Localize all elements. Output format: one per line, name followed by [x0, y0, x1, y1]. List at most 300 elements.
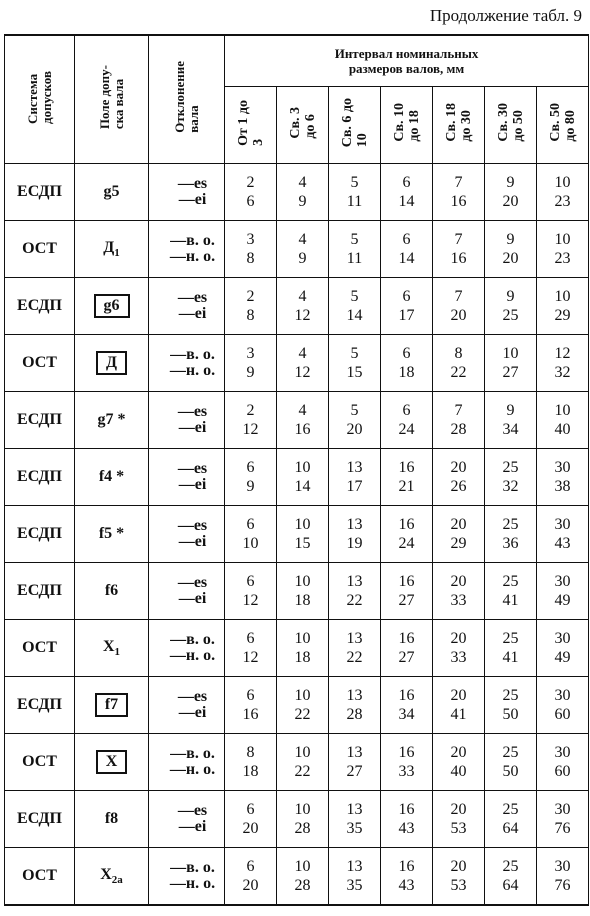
value-cell	[433, 392, 485, 449]
value-cell	[225, 677, 277, 734]
deviation-lower: —н. о.	[169, 647, 216, 664]
lower-value: 33	[450, 649, 467, 666]
deviation-upper: —es	[177, 688, 208, 705]
upper-value: 25	[502, 573, 519, 590]
header-range-label: Св. 6 до 10	[339, 97, 370, 148]
header-range-label: Св. 10 до 18	[391, 103, 422, 142]
field-cell	[75, 791, 149, 848]
lower-value: 20	[242, 877, 259, 894]
header-range-4	[433, 87, 485, 164]
value-cell	[537, 449, 589, 506]
deviation-upper: —es	[177, 802, 208, 819]
lower-value: 14	[294, 478, 311, 495]
value-cell	[277, 278, 329, 335]
upper-value: 4	[298, 345, 307, 362]
system-cell: ЕСДП	[5, 449, 75, 506]
lower-value: 9	[246, 364, 255, 381]
lower-value: 12	[242, 421, 259, 438]
lower-value: 60	[554, 763, 571, 780]
value-cell	[433, 677, 485, 734]
lower-value: 20	[502, 193, 519, 210]
lower-value: 20	[242, 820, 259, 837]
value-cell	[225, 335, 277, 392]
value-cell	[277, 791, 329, 848]
upper-value: 4	[298, 402, 307, 419]
upper-value: 25	[502, 630, 519, 647]
deviation-cell	[149, 221, 225, 278]
lower-value: 6	[246, 193, 255, 210]
value-cell	[433, 221, 485, 278]
deviation-cell	[149, 734, 225, 791]
field-label: f4 *	[98, 468, 125, 485]
table-row	[5, 335, 589, 392]
lower-value: 22	[346, 649, 363, 666]
upper-value: 10	[294, 516, 311, 533]
upper-value: 30	[554, 744, 571, 761]
upper-value: 9	[506, 288, 515, 305]
value-cell	[225, 734, 277, 791]
lower-value: 18	[294, 592, 311, 609]
lower-value: 11	[346, 250, 363, 267]
deviation-upper: —es	[177, 517, 208, 534]
lower-value: 14	[346, 307, 363, 324]
value-cell	[537, 563, 589, 620]
upper-value: 6	[246, 516, 255, 533]
header-range-label: Св. 30 до 50	[495, 103, 526, 142]
upper-value: 30	[554, 516, 571, 533]
deviation-cell	[149, 620, 225, 677]
upper-value: 6	[402, 174, 411, 191]
deviation-upper: —в. о.	[170, 859, 215, 876]
field-cell	[75, 848, 149, 906]
upper-value: 10	[554, 402, 571, 419]
lower-value: 29	[450, 535, 467, 552]
lower-value: 50	[502, 706, 519, 723]
deviation-lower: —н. о.	[169, 362, 216, 379]
header-range-3	[381, 87, 433, 164]
system-cell: ОСТ	[5, 335, 75, 392]
value-cell	[433, 848, 485, 906]
upper-value: 13	[346, 687, 363, 704]
upper-value: 10	[294, 744, 311, 761]
lower-value: 43	[398, 877, 415, 894]
value-cell	[433, 164, 485, 221]
upper-value: 10	[502, 345, 519, 362]
value-cell	[277, 677, 329, 734]
upper-value: 9	[506, 402, 515, 419]
system-cell: ЕСДП	[5, 392, 75, 449]
deviation-cell	[149, 677, 225, 734]
table-row	[5, 392, 589, 449]
upper-value: 20	[450, 687, 467, 704]
lower-value: 32	[502, 478, 519, 495]
deviation-upper: —в. о.	[170, 745, 215, 762]
value-cell	[433, 278, 485, 335]
value-cell	[537, 506, 589, 563]
deviation-cell	[149, 278, 225, 335]
field-cell	[75, 335, 149, 392]
value-cell	[485, 164, 537, 221]
value-cell	[277, 563, 329, 620]
header-deviation-label: Отклонение вала	[171, 61, 201, 133]
value-cell	[537, 848, 589, 906]
value-cell	[381, 392, 433, 449]
lower-value: 14	[398, 193, 415, 210]
tolerance-table	[4, 34, 589, 906]
upper-value: 12	[554, 345, 571, 362]
value-cell	[225, 449, 277, 506]
table-row	[5, 506, 589, 563]
upper-value: 10	[554, 288, 571, 305]
value-cell	[485, 335, 537, 392]
lower-value: 43	[398, 820, 415, 837]
upper-value: 20	[450, 459, 467, 476]
field-cell	[75, 563, 149, 620]
lower-value: 19	[346, 535, 363, 552]
field-label: f8	[104, 810, 119, 827]
deviation-upper: —в. о.	[170, 631, 215, 648]
deviation-cell	[149, 335, 225, 392]
lower-value: 35	[346, 877, 363, 894]
deviation-lower: —ei	[178, 533, 207, 550]
upper-value: 5	[350, 402, 359, 419]
deviation-lower: —н. о.	[169, 248, 216, 265]
upper-value: 6	[402, 288, 411, 305]
deviation-lower: —ei	[178, 305, 207, 322]
lower-value: 49	[554, 592, 571, 609]
value-cell	[485, 278, 537, 335]
value-cell	[277, 848, 329, 906]
deviation-cell	[149, 392, 225, 449]
field-cell	[75, 221, 149, 278]
value-cell	[485, 563, 537, 620]
value-cell	[537, 734, 589, 791]
upper-value: 13	[346, 573, 363, 590]
value-cell	[329, 848, 381, 906]
lower-value: 27	[398, 649, 415, 666]
field-label: $X_{2а}$	[100, 865, 123, 887]
table-row	[5, 164, 589, 221]
value-cell	[537, 221, 589, 278]
field-cell	[75, 506, 149, 563]
lower-value: 17	[398, 307, 415, 324]
deviation-upper: —es	[177, 460, 208, 477]
lower-value: 28	[346, 706, 363, 723]
value-cell	[537, 335, 589, 392]
value-cell	[381, 677, 433, 734]
value-cell	[381, 620, 433, 677]
value-cell	[537, 791, 589, 848]
lower-value: 12	[294, 307, 311, 324]
field-cell	[75, 677, 149, 734]
table-row	[5, 791, 589, 848]
upper-value: 20	[450, 801, 467, 818]
value-cell	[485, 449, 537, 506]
lower-value: 8	[246, 250, 255, 267]
lower-value: 64	[502, 820, 519, 837]
upper-value: 4	[298, 288, 307, 305]
lower-value: 12	[242, 649, 259, 666]
lower-value: 20	[346, 421, 363, 438]
upper-value: 13	[346, 516, 363, 533]
lower-value: 34	[502, 421, 519, 438]
header-range-label: Св. 50 до 80	[547, 103, 578, 142]
table-row	[5, 278, 589, 335]
field-label: g7 *	[97, 411, 126, 428]
lower-value: 27	[346, 763, 363, 780]
header-system-label: Система допусков	[24, 70, 54, 124]
upper-value: 8	[454, 345, 463, 362]
field-cell	[75, 164, 149, 221]
header-range-1	[277, 87, 329, 164]
system-cell: ЕСДП	[5, 506, 75, 563]
lower-value: 29	[554, 307, 571, 324]
lower-value: 20	[450, 307, 467, 324]
lower-value: 18	[398, 364, 415, 381]
value-cell	[277, 506, 329, 563]
value-cell	[485, 221, 537, 278]
lower-value: 53	[450, 877, 467, 894]
upper-value: 30	[554, 573, 571, 590]
upper-value: 9	[506, 231, 515, 248]
upper-value: 2	[246, 174, 255, 191]
value-cell	[433, 791, 485, 848]
upper-value: 6	[402, 345, 411, 362]
value-cell	[329, 506, 381, 563]
header-deviation	[149, 35, 225, 164]
lower-value: 17	[346, 478, 363, 495]
value-cell	[277, 392, 329, 449]
header-interval	[225, 35, 589, 87]
value-cell	[485, 734, 537, 791]
upper-value: 30	[554, 459, 571, 476]
deviation-lower: —ei	[178, 419, 207, 436]
field-cell	[75, 392, 149, 449]
upper-value: 30	[554, 630, 571, 647]
value-cell	[225, 791, 277, 848]
lower-value: 18	[294, 649, 311, 666]
table-row	[5, 620, 589, 677]
value-cell	[225, 506, 277, 563]
lower-value: 27	[502, 364, 519, 381]
boxed-field-label: g6	[94, 294, 130, 318]
lower-value: 24	[398, 535, 415, 552]
field-label: $Д_1$	[103, 238, 120, 260]
field-subscript: 1	[114, 247, 120, 260]
upper-value: 16	[398, 630, 415, 647]
value-cell	[225, 392, 277, 449]
value-cell	[329, 278, 381, 335]
upper-value: 2	[246, 288, 255, 305]
lower-value: 33	[398, 763, 415, 780]
upper-value: 20	[450, 858, 467, 875]
lower-value: 53	[450, 820, 467, 837]
upper-value: 7	[454, 231, 463, 248]
header-range-0	[225, 87, 277, 164]
upper-value: 13	[346, 459, 363, 476]
upper-value: 13	[346, 744, 363, 761]
value-cell	[225, 848, 277, 906]
upper-value: 6	[246, 459, 255, 476]
lower-value: 76	[554, 877, 571, 894]
header-interval-label: Интервал номинальных размеров валов, мм	[334, 46, 479, 76]
value-cell	[329, 164, 381, 221]
upper-value: 30	[554, 858, 571, 875]
field-cell	[75, 278, 149, 335]
lower-value: 26	[450, 478, 467, 495]
deviation-cell	[149, 563, 225, 620]
system-cell: ОСТ	[5, 848, 75, 906]
lower-value: 15	[294, 535, 311, 552]
deviation-lower: —ei	[178, 191, 207, 208]
value-cell	[537, 278, 589, 335]
upper-value: 16	[398, 687, 415, 704]
upper-value: 7	[454, 174, 463, 191]
lower-value: 41	[502, 649, 519, 666]
upper-value: 6	[246, 801, 255, 818]
upper-value: 6	[402, 402, 411, 419]
deviation-cell	[149, 848, 225, 906]
lower-value: 18	[242, 763, 259, 780]
upper-value: 3	[246, 231, 255, 248]
system-cell: ЕСДП	[5, 278, 75, 335]
upper-value: 16	[398, 744, 415, 761]
value-cell	[381, 278, 433, 335]
upper-value: 6	[246, 858, 255, 875]
deviation-cell	[149, 791, 225, 848]
value-cell	[225, 278, 277, 335]
lower-value: 41	[450, 706, 467, 723]
upper-value: 10	[554, 231, 571, 248]
value-cell	[433, 506, 485, 563]
lower-value: 12	[242, 592, 259, 609]
lower-value: 60	[554, 706, 571, 723]
value-cell	[485, 620, 537, 677]
upper-value: 5	[350, 174, 359, 191]
value-cell	[381, 164, 433, 221]
upper-value: 16	[398, 459, 415, 476]
field-subscript: 2а	[111, 874, 123, 887]
deviation-cell	[149, 449, 225, 506]
value-cell	[381, 734, 433, 791]
lower-value: 9	[298, 193, 307, 210]
value-cell	[277, 620, 329, 677]
deviation-upper: —es	[177, 289, 208, 306]
upper-value: 3	[246, 345, 255, 362]
lower-value: 40	[554, 421, 571, 438]
deviation-upper: —в. о.	[170, 346, 215, 363]
value-cell	[277, 335, 329, 392]
value-cell	[433, 563, 485, 620]
upper-value: 6	[246, 573, 255, 590]
header-range-2	[329, 87, 381, 164]
value-cell	[433, 449, 485, 506]
upper-value: 25	[502, 459, 519, 476]
upper-value: 9	[506, 174, 515, 191]
field-cell	[75, 734, 149, 791]
system-cell: ОСТ	[5, 620, 75, 677]
header-range-5	[485, 87, 537, 164]
value-cell	[433, 335, 485, 392]
lower-value: 16	[450, 250, 467, 267]
field-label: f6	[104, 582, 119, 599]
boxed-field-label: f7	[95, 693, 128, 717]
lower-value: 38	[554, 478, 571, 495]
upper-value: 6	[246, 687, 255, 704]
lower-value: 11	[346, 193, 363, 210]
value-cell	[277, 221, 329, 278]
lower-value: 16	[294, 421, 311, 438]
table-row	[5, 848, 589, 906]
value-cell	[485, 677, 537, 734]
table-body	[5, 164, 589, 906]
upper-value: 4	[298, 174, 307, 191]
lower-value: 14	[398, 250, 415, 267]
lower-value: 43	[554, 535, 571, 552]
upper-value: 25	[502, 516, 519, 533]
header-range-6	[537, 87, 589, 164]
upper-value: 5	[350, 288, 359, 305]
upper-value: 7	[454, 402, 463, 419]
upper-value: 20	[450, 630, 467, 647]
lower-value: 25	[502, 307, 519, 324]
lower-value: 28	[294, 820, 311, 837]
lower-value: 28	[294, 877, 311, 894]
lower-value: 22	[346, 592, 363, 609]
value-cell	[537, 620, 589, 677]
boxed-field-label: Д	[96, 351, 127, 375]
upper-value: 13	[346, 801, 363, 818]
lower-value: 21	[398, 478, 415, 495]
lower-value: 32	[554, 364, 571, 381]
upper-value: 7	[454, 288, 463, 305]
upper-value: 8	[246, 744, 255, 761]
upper-value: 20	[450, 516, 467, 533]
deviation-upper: —es	[177, 175, 208, 192]
field-cell	[75, 620, 149, 677]
upper-value: 10	[294, 459, 311, 476]
table-row	[5, 449, 589, 506]
lower-value: 15	[346, 364, 363, 381]
value-cell	[381, 221, 433, 278]
lower-value: 22	[294, 706, 311, 723]
lower-value: 16	[242, 706, 259, 723]
deviation-lower: —н. о.	[169, 761, 216, 778]
value-cell	[329, 392, 381, 449]
system-cell: ОСТ	[5, 221, 75, 278]
lower-value: 8	[246, 307, 255, 324]
lower-value: 23	[554, 250, 571, 267]
deviation-lower: —ei	[178, 818, 207, 835]
value-cell	[329, 449, 381, 506]
value-cell	[277, 449, 329, 506]
lower-value: 49	[554, 649, 571, 666]
upper-value: 10	[294, 573, 311, 590]
lower-value: 35	[346, 820, 363, 837]
upper-value: 25	[502, 687, 519, 704]
lower-value: 22	[450, 364, 467, 381]
system-cell: ЕСДП	[5, 791, 75, 848]
lower-value: 9	[298, 250, 307, 267]
upper-value: 13	[346, 630, 363, 647]
upper-value: 20	[450, 573, 467, 590]
lower-value: 16	[450, 193, 467, 210]
deviation-lower: —н. о.	[169, 875, 216, 892]
upper-value: 4	[298, 231, 307, 248]
deviation-upper: —es	[177, 403, 208, 420]
header-system	[5, 35, 75, 164]
upper-value: 13	[346, 858, 363, 875]
